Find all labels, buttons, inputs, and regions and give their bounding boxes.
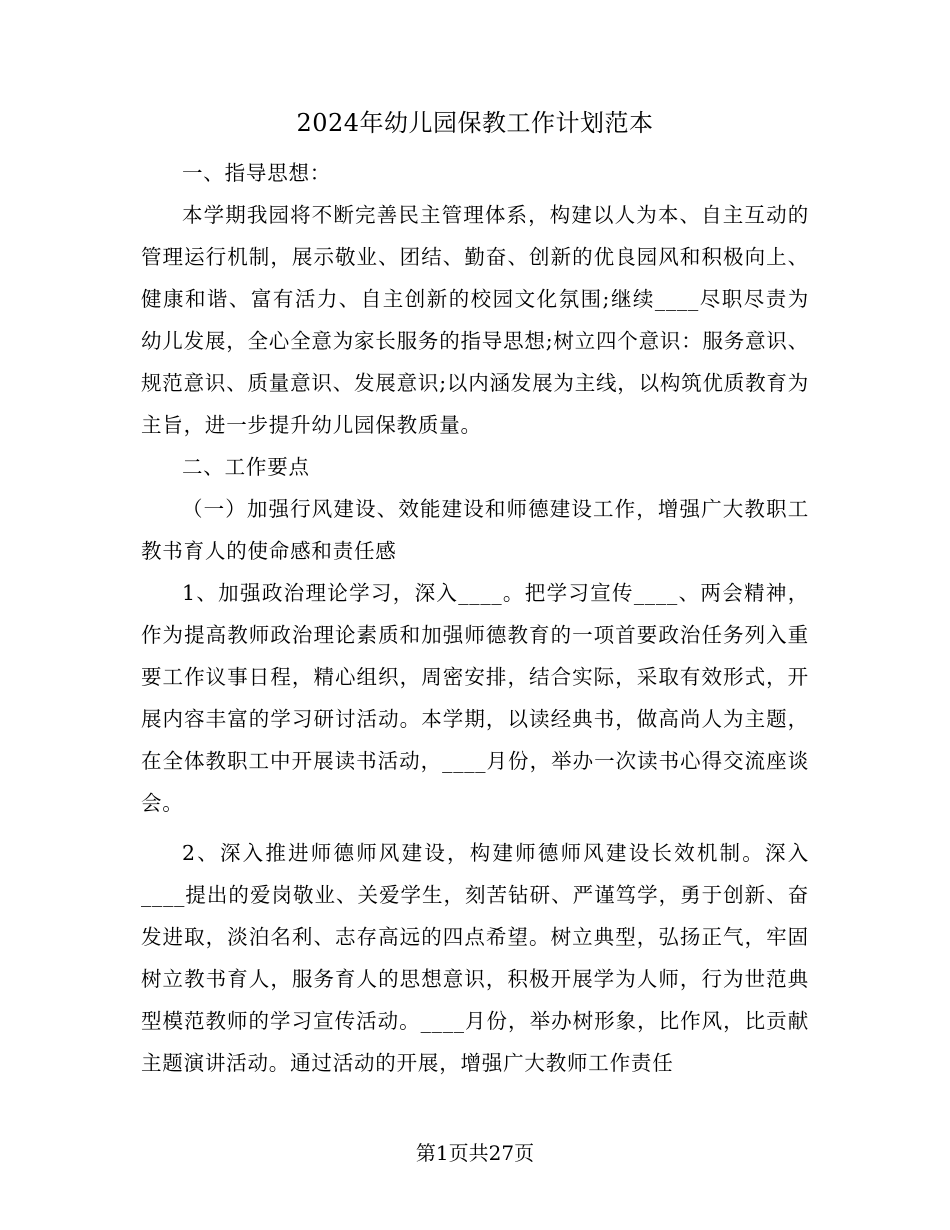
page-number-footer: 第1页共27页	[415, 1141, 535, 1165]
document-title: 2024年幼儿园保教工作计划范本	[296, 109, 654, 137]
paragraph-guiding-ideology: 本学期我园将不断完善民主管理体系，构建以人为本、自主互动的管理运行机制，展示敬业、团结、勤奋、创新的优良园风和积极向上、健康和谐、富有活力、自主创新的校园文化氛围;继续____尽职尽责为幼儿发展，全心全意为家长服务的指导思想;树立四个意识：服务意识、规范意识、质量意识、发展意识;以内涵发展为主线，以构筑优质教育为主旨，进一步提升幼儿园保教质量。	[141, 203, 810, 437]
document-body	[141, 152, 809, 1084]
section-heading-work-points: 二、工作要点	[182, 455, 310, 479]
paragraph-item-2: 2、深入推进师德师风建设，构建师德师风建设长效机制。深入____提出的爱岗敬业、关爱学生，刻苦钻研、严谨笃学，勇于创新、奋发进取，淡泊名利、志存高远的四点希望。树立典型，弘扬正气，牢固树立教书育人，服务育人的思想意识，积极开展学为人师，行为世范典型模范教师的学习宣传活动。____月份，举办树形象，比作风，比贡献主题演讲活动。通过活动的开展，增强广大教师工作责任	[141, 841, 809, 1075]
section-heading-guiding-ideology: 一、指导思想：	[182, 161, 332, 185]
subsection-heading-ethics: （一）加强行风建设、效能建设和师德建设工作，增强广大教职工教书育人的使命感和责任感	[141, 497, 809, 563]
paragraph-item-1: 1、加强政治理论学习，深入____。把学习宣传____、两会精神，作为提高教师政治理论素质和加强师德教育的一项首要政治任务列入重要工作议事日程，精心组织，周密安排，结合实际，采取有效形式，开展内容丰富的学习研讨活动。本学期，以读经典书，做高尚人为主题，在全体教职工中开展读书活动，____月份，举办一次读书心得交流座谈会。	[141, 581, 809, 815]
